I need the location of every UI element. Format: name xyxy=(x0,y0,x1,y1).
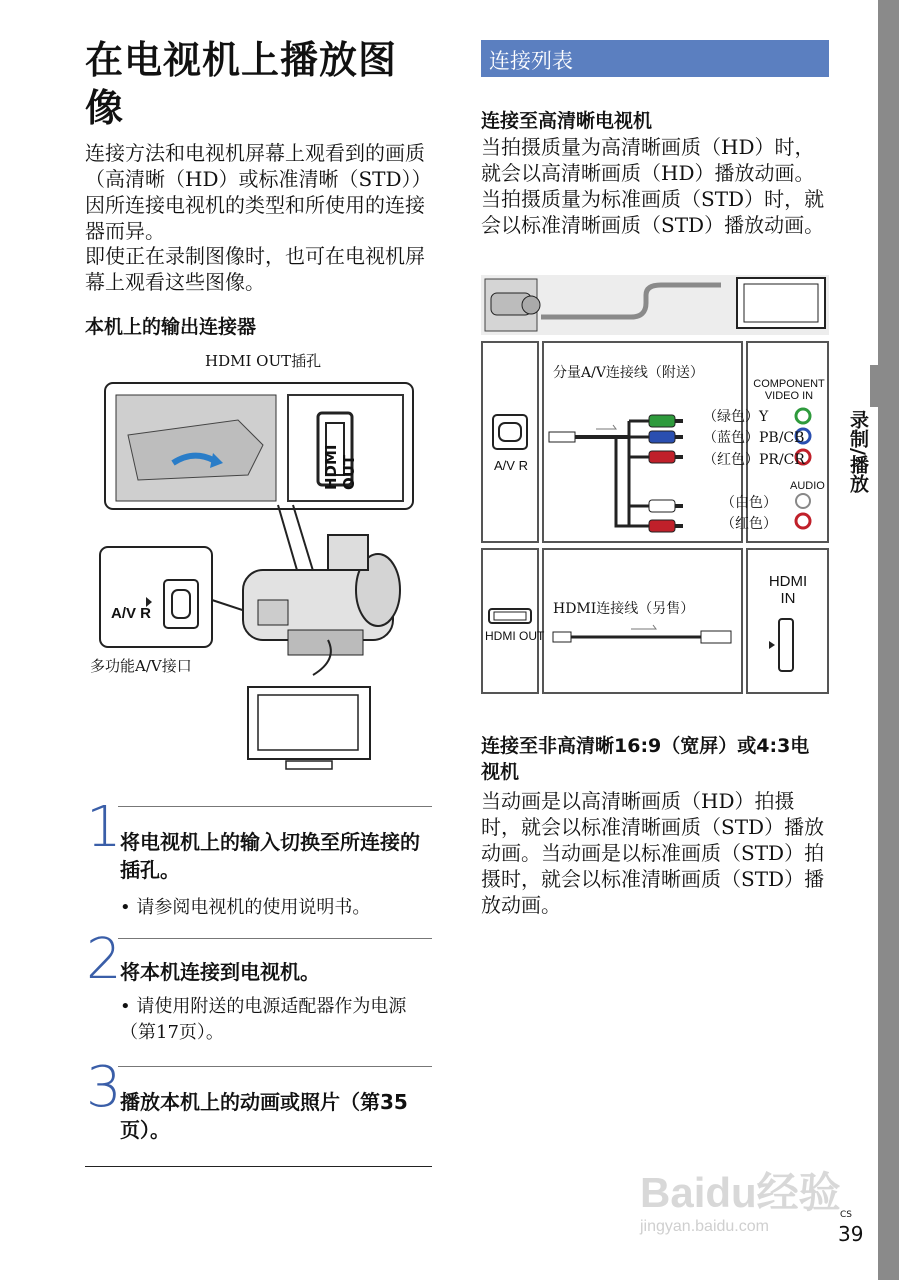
step-note: • 请参阅电视机的使用说明书。 xyxy=(120,897,371,918)
av-r-label: A/V R xyxy=(111,605,152,622)
baidu-watermark-url: jingyan.baidu.com xyxy=(640,1218,769,1235)
step-text: 将电视机上的输入切换至所连接的插孔。 xyxy=(120,830,420,882)
section-tab xyxy=(870,365,899,407)
step-note-text: 请使用附送的电源适配器作为电源（第17页）。 xyxy=(120,996,407,1043)
intro-paragraph: 连接方法和电视机屏幕上观看到的画质（高清晰（HD）或标准清晰（STD））因所连接电视机的类型和所使用的连接器而异。 xyxy=(85,141,425,243)
intro-paragraph-2: 即使正在录制图像时，也可在电视机屏幕上观看这些图像。 xyxy=(85,244,425,294)
step-divider xyxy=(118,1066,432,1067)
step-text: 播放本机上的动画或照片（第35页）。 xyxy=(120,1090,408,1142)
camera-to-tv-illustration xyxy=(481,275,829,335)
non-hd-tv-heading: 连接至非高清晰16:9（宽屏）或4:3电视机 xyxy=(481,735,810,783)
baidu-watermark-logo: Baidu经验 xyxy=(640,1169,841,1216)
connection-list-title: 连接列表 xyxy=(489,49,573,73)
step-number: 2 xyxy=(86,927,122,992)
white-label: （白色） xyxy=(721,495,777,511)
hdmi-out-caption: HDMI OUT插孔 xyxy=(205,352,322,370)
component-video-in-label: COMPONENT VIDEO IN xyxy=(753,378,825,402)
hd-tv-text: 当拍摄质量为高清晰画质（HD）时，就会以高清晰画质（HD）播放动画。当拍摄质量为标准画质（STD）时，就会以标准清晰画质（STD）播放动画。 xyxy=(481,135,825,237)
green-y-label: （绿色）Y xyxy=(703,409,769,425)
output-connectors-heading: 本机上的输出连接器 xyxy=(85,316,257,338)
component-cable-label: 分量A/V连接线（附送） xyxy=(553,365,704,381)
non-hd-tv-text: 当动画是以高清晰画质（HD）拍摄时，就会以标准清晰画质（STD）播放动画。当动画是以标准画质（STD）拍摄时，就会以标准清晰画质（STD）播放动画。 xyxy=(481,789,825,917)
hdmi-out-label: HDMI OUT xyxy=(322,444,358,490)
page-title: 在电视机上播放图像 xyxy=(85,38,398,130)
side-section-label: 录制/播放 xyxy=(847,410,869,493)
hdmi-in-label: HDMI IN xyxy=(768,573,808,607)
red-pr-label: （红色）PR/CR xyxy=(703,452,805,468)
diagram-av-r-label: A/V R xyxy=(494,458,528,473)
connection-list-header xyxy=(481,40,829,77)
language-code: CS xyxy=(840,1210,852,1220)
diagram-hdmi-out-label: HDMI OUT xyxy=(485,629,545,643)
step-text: 将本机连接到电视机。 xyxy=(120,960,320,984)
hd-tv-heading: 连接至高清晰电视机 xyxy=(481,110,653,132)
step-divider xyxy=(118,806,432,807)
audio-label: AUDIO xyxy=(790,480,825,492)
step-divider xyxy=(118,938,432,939)
multi-av-caption: 多功能A/V接口 xyxy=(90,657,192,675)
step-note-text: 请参阅电视机的使用说明书。 xyxy=(136,897,371,918)
section-end-rule xyxy=(85,1166,432,1167)
step-note: • 请使用附送的电源适配器作为电源（第17页）。 xyxy=(120,996,407,1043)
step-number: 1 xyxy=(86,795,122,860)
hdmi-cable-label: HDMI连接线（另售） xyxy=(553,601,695,617)
page-edge-bar xyxy=(878,0,899,1280)
red-audio-label: （红色） xyxy=(721,516,777,532)
step-number: 3 xyxy=(86,1055,122,1120)
blue-pb-label: （蓝色）PB/CB xyxy=(703,430,805,446)
page-number: 39 xyxy=(838,1222,864,1246)
camcorder-illustration xyxy=(88,375,433,775)
